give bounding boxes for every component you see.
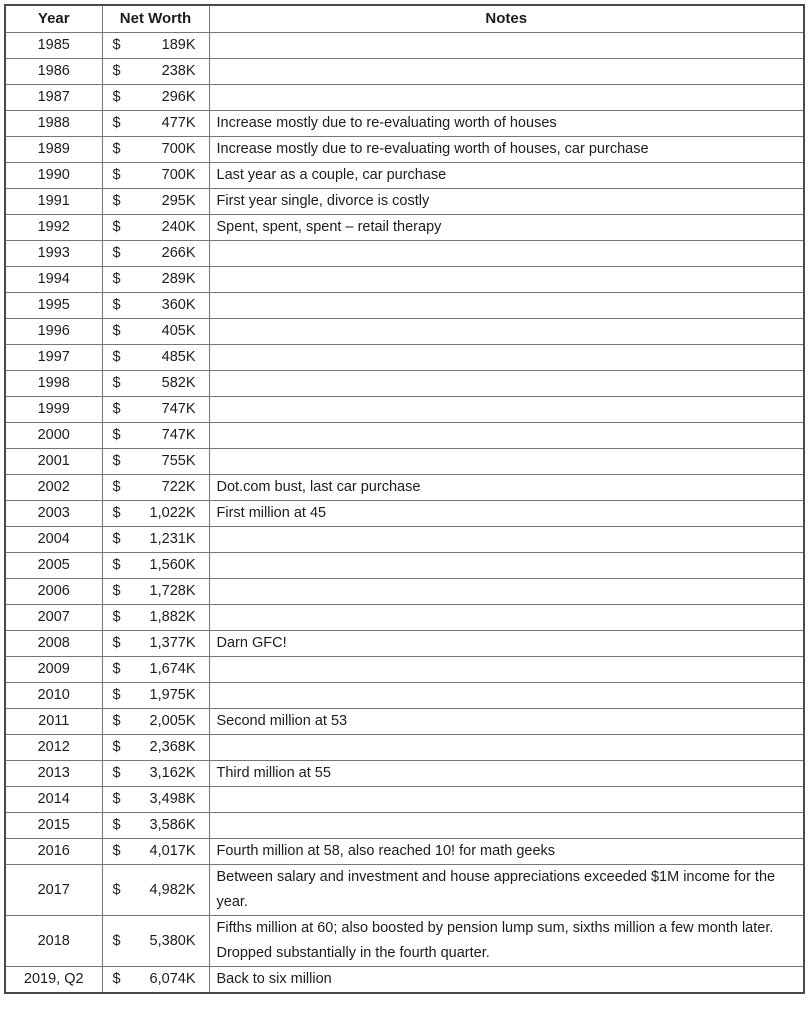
net-worth-table (4, 4, 805, 994)
net-worth-value (103, 267, 209, 292)
dollar-sign: $ (112, 427, 121, 443)
dollar-sign: $ (112, 193, 121, 209)
table-row (5, 967, 804, 994)
year-cell: 1992 (5, 215, 102, 241)
net-worth-value (103, 929, 209, 954)
dollar-sign: $ (112, 609, 121, 625)
net-worth-value (103, 163, 209, 188)
notes-cell: Second million at 53 (209, 709, 804, 735)
amount-value: 747K (161, 427, 196, 443)
amount-value: 1,674K (149, 661, 196, 677)
dollar-sign: $ (112, 505, 121, 521)
net-worth-value (103, 657, 209, 682)
dollar-sign: $ (112, 971, 121, 987)
notes-cell (209, 59, 804, 85)
dollar-sign: $ (112, 115, 121, 131)
amount-value: 1,882K (149, 609, 196, 625)
table-row (5, 657, 804, 683)
amount-value: 360K (161, 297, 196, 313)
net-worth-value (103, 293, 209, 318)
amount-value: 755K (161, 453, 196, 469)
amount-value: 1,728K (149, 583, 196, 599)
year-cell: 1996 (5, 319, 102, 345)
amount-value: 700K (161, 167, 196, 183)
table-row (5, 683, 804, 709)
amount-value: 2,005K (149, 713, 196, 729)
table-body (5, 33, 804, 994)
notes-cell (209, 371, 804, 397)
dollar-sign: $ (112, 37, 121, 53)
dollar-sign: $ (112, 323, 121, 339)
year-cell: 1988 (5, 111, 102, 137)
year-cell: 2005 (5, 553, 102, 579)
net-worth-value (103, 839, 209, 864)
amount-value: 4,982K (149, 881, 196, 898)
net-worth-cell (102, 709, 209, 735)
amount-value: 6,074K (149, 971, 196, 987)
notes-cell (209, 787, 804, 813)
dollar-sign: $ (112, 167, 121, 183)
amount-value: 477K (161, 115, 196, 131)
dollar-sign: $ (112, 635, 121, 651)
dollar-sign: $ (112, 791, 121, 807)
table-row (5, 735, 804, 761)
amount-value: 1,022K (149, 505, 196, 521)
year-cell: 2016 (5, 839, 102, 865)
table-row (5, 397, 804, 423)
column-header-net-worth: Net Worth (102, 5, 209, 33)
table-row (5, 59, 804, 85)
net-worth-value (103, 319, 209, 344)
table-row (5, 293, 804, 319)
net-worth-cell (102, 967, 209, 994)
net-worth-value (103, 241, 209, 266)
dollar-sign: $ (112, 881, 121, 898)
net-worth-cell (102, 319, 209, 345)
table-row (5, 319, 804, 345)
net-worth-value (103, 813, 209, 838)
table-row (5, 813, 804, 839)
dollar-sign: $ (112, 271, 121, 287)
table-row (5, 189, 804, 215)
notes-cell: Dot.com bust, last car purchase (209, 475, 804, 501)
net-worth-cell (102, 916, 209, 967)
year-cell: 2014 (5, 787, 102, 813)
notes-cell (209, 449, 804, 475)
notes-cell: Spent, spent, spent – retail therapy (209, 215, 804, 241)
net-worth-cell (102, 345, 209, 371)
net-worth-cell (102, 605, 209, 631)
net-worth-value (103, 59, 209, 84)
table-row (5, 787, 804, 813)
notes-cell (209, 397, 804, 423)
notes-cell: Fifths million at 60; also boosted by pension lump sum, sixths million a few month later. Dropped substantially in the fourth quarter. (209, 916, 804, 967)
net-worth-cell (102, 449, 209, 475)
notes-cell: Third million at 55 (209, 761, 804, 787)
amount-value: 189K (161, 37, 196, 53)
net-worth-cell (102, 631, 209, 657)
year-cell: 2010 (5, 683, 102, 709)
table-row (5, 137, 804, 163)
net-worth-value (103, 631, 209, 656)
year-cell: 2013 (5, 761, 102, 787)
table-row (5, 423, 804, 449)
amount-value: 747K (161, 401, 196, 417)
table-row (5, 605, 804, 631)
net-worth-cell (102, 59, 209, 85)
table-row (5, 111, 804, 137)
dollar-sign: $ (112, 583, 121, 599)
table-row (5, 916, 804, 967)
notes-cell: Darn GFC! (209, 631, 804, 657)
year-cell: 2009 (5, 657, 102, 683)
net-worth-value (103, 137, 209, 162)
net-worth-value (103, 423, 209, 448)
net-worth-cell (102, 839, 209, 865)
table-row (5, 631, 804, 657)
table-row (5, 527, 804, 553)
amount-value: 295K (161, 193, 196, 209)
year-cell: 1995 (5, 293, 102, 319)
amount-value: 582K (161, 375, 196, 391)
year-cell: 2017 (5, 865, 102, 916)
net-worth-cell (102, 111, 209, 137)
notes-cell (209, 345, 804, 371)
net-worth-value (103, 501, 209, 526)
net-worth-value (103, 553, 209, 578)
table-row (5, 449, 804, 475)
year-cell: 2000 (5, 423, 102, 449)
notes-cell (209, 319, 804, 345)
table-row (5, 85, 804, 111)
notes-cell: First million at 45 (209, 501, 804, 527)
table-row (5, 709, 804, 735)
dollar-sign: $ (112, 739, 121, 755)
net-worth-cell (102, 761, 209, 787)
net-worth-cell (102, 865, 209, 916)
year-cell: 2019, Q2 (5, 967, 102, 994)
net-worth-value (103, 761, 209, 786)
year-cell: 2008 (5, 631, 102, 657)
net-worth-value (103, 345, 209, 370)
table-row (5, 267, 804, 293)
year-cell: 2018 (5, 916, 102, 967)
notes-cell (209, 813, 804, 839)
notes-cell (209, 423, 804, 449)
amount-value: 1,975K (149, 687, 196, 703)
amount-value: 485K (161, 349, 196, 365)
net-worth-value (103, 605, 209, 630)
net-worth-cell (102, 787, 209, 813)
net-worth-value (103, 709, 209, 734)
net-worth-value (103, 683, 209, 708)
net-worth-value (103, 579, 209, 604)
amount-value: 2,368K (149, 739, 196, 755)
table-header (5, 5, 804, 33)
table-row (5, 761, 804, 787)
net-worth-cell (102, 189, 209, 215)
net-worth-value (103, 967, 209, 992)
notes-cell (209, 579, 804, 605)
notes-cell (209, 33, 804, 59)
year-cell: 2001 (5, 449, 102, 475)
table-row (5, 865, 804, 916)
table-row (5, 371, 804, 397)
notes-cell (209, 267, 804, 293)
notes-cell (209, 657, 804, 683)
net-worth-value (103, 371, 209, 396)
year-cell: 2015 (5, 813, 102, 839)
notes-cell (209, 605, 804, 631)
notes-cell: Increase mostly due to re-evaluating worth of houses (209, 111, 804, 137)
dollar-sign: $ (112, 401, 121, 417)
notes-cell: Back to six million (209, 967, 804, 994)
net-worth-cell (102, 657, 209, 683)
net-worth-cell (102, 683, 209, 709)
year-cell: 1985 (5, 33, 102, 59)
notes-cell (209, 735, 804, 761)
year-cell: 1997 (5, 345, 102, 371)
table-row (5, 345, 804, 371)
dollar-sign: $ (112, 713, 121, 729)
notes-cell (209, 527, 804, 553)
year-cell: 2006 (5, 579, 102, 605)
table-row (5, 475, 804, 501)
year-cell: 1989 (5, 137, 102, 163)
amount-value: 3,498K (149, 791, 196, 807)
dollar-sign: $ (112, 349, 121, 365)
dollar-sign: $ (112, 531, 121, 547)
amount-value: 266K (161, 245, 196, 261)
amount-value: 700K (161, 141, 196, 157)
net-worth-cell (102, 527, 209, 553)
amount-value: 3,162K (149, 765, 196, 781)
net-worth-value (103, 33, 209, 58)
dollar-sign: $ (112, 219, 121, 235)
dollar-sign: $ (112, 817, 121, 833)
year-cell: 1986 (5, 59, 102, 85)
year-cell: 1990 (5, 163, 102, 189)
net-worth-cell (102, 397, 209, 423)
notes-cell (209, 683, 804, 709)
net-worth-cell (102, 735, 209, 761)
year-cell: 1994 (5, 267, 102, 293)
table-row (5, 553, 804, 579)
net-worth-value (103, 735, 209, 760)
net-worth-cell (102, 423, 209, 449)
dollar-sign: $ (112, 297, 121, 313)
net-worth-cell (102, 579, 209, 605)
notes-cell (209, 85, 804, 111)
dollar-sign: $ (112, 661, 121, 677)
dollar-sign: $ (112, 375, 121, 391)
column-header-notes: Notes (209, 5, 804, 33)
table-row (5, 215, 804, 241)
dollar-sign: $ (112, 932, 121, 949)
net-worth-value (103, 787, 209, 812)
notes-cell: Fourth million at 58, also reached 10! for math geeks (209, 839, 804, 865)
net-worth-value (103, 85, 209, 110)
year-cell: 1999 (5, 397, 102, 423)
table-row (5, 839, 804, 865)
table-row (5, 163, 804, 189)
notes-cell (209, 553, 804, 579)
notes-cell: Between salary and investment and house appreciations exceeded $1M income for the year. (209, 865, 804, 916)
net-worth-cell (102, 813, 209, 839)
amount-value: 296K (161, 89, 196, 105)
year-cell: 2004 (5, 527, 102, 553)
year-cell: 2002 (5, 475, 102, 501)
year-cell: 2003 (5, 501, 102, 527)
amount-value: 1,377K (149, 635, 196, 651)
amount-value: 5,380K (149, 932, 196, 949)
year-cell: 2012 (5, 735, 102, 761)
amount-value: 240K (161, 219, 196, 235)
net-worth-cell (102, 371, 209, 397)
table-row (5, 501, 804, 527)
net-worth-value (103, 397, 209, 422)
dollar-sign: $ (112, 141, 121, 157)
dollar-sign: $ (112, 453, 121, 469)
amount-value: 3,586K (149, 817, 196, 833)
dollar-sign: $ (112, 557, 121, 573)
table-row (5, 241, 804, 267)
dollar-sign: $ (112, 89, 121, 105)
net-worth-cell (102, 293, 209, 319)
net-worth-value (103, 878, 209, 903)
dollar-sign: $ (112, 843, 121, 859)
dollar-sign: $ (112, 687, 121, 703)
year-cell: 2007 (5, 605, 102, 631)
net-worth-cell (102, 85, 209, 111)
net-worth-cell (102, 241, 209, 267)
amount-value: 1,560K (149, 557, 196, 573)
net-worth-cell (102, 137, 209, 163)
net-worth-cell (102, 553, 209, 579)
dollar-sign: $ (112, 765, 121, 781)
amount-value: 1,231K (149, 531, 196, 547)
table-row (5, 33, 804, 59)
amount-value: 405K (161, 323, 196, 339)
net-worth-value (103, 215, 209, 240)
year-cell: 1991 (5, 189, 102, 215)
net-worth-cell (102, 267, 209, 293)
notes-cell: First year single, divorce is costly (209, 189, 804, 215)
net-worth-cell (102, 475, 209, 501)
table-row (5, 579, 804, 605)
amount-value: 238K (161, 63, 196, 79)
net-worth-cell (102, 33, 209, 59)
dollar-sign: $ (112, 479, 121, 495)
dollar-sign: $ (112, 245, 121, 261)
notes-cell: Increase mostly due to re-evaluating worth of houses, car purchase (209, 137, 804, 163)
column-header-year: Year (5, 5, 102, 33)
amount-value: 722K (161, 479, 196, 495)
notes-cell (209, 293, 804, 319)
dollar-sign: $ (112, 63, 121, 79)
net-worth-cell (102, 163, 209, 189)
header-row (5, 5, 804, 33)
net-worth-value (103, 449, 209, 474)
year-cell: 1987 (5, 85, 102, 111)
net-worth-cell (102, 215, 209, 241)
amount-value: 289K (161, 271, 196, 287)
year-cell: 1993 (5, 241, 102, 267)
net-worth-value (103, 111, 209, 136)
year-cell: 2011 (5, 709, 102, 735)
amount-value: 4,017K (149, 843, 196, 859)
net-worth-value (103, 527, 209, 552)
net-worth-value (103, 189, 209, 214)
net-worth-cell (102, 501, 209, 527)
notes-cell (209, 241, 804, 267)
notes-cell: Last year as a couple, car purchase (209, 163, 804, 189)
year-cell: 1998 (5, 371, 102, 397)
net-worth-value (103, 475, 209, 500)
